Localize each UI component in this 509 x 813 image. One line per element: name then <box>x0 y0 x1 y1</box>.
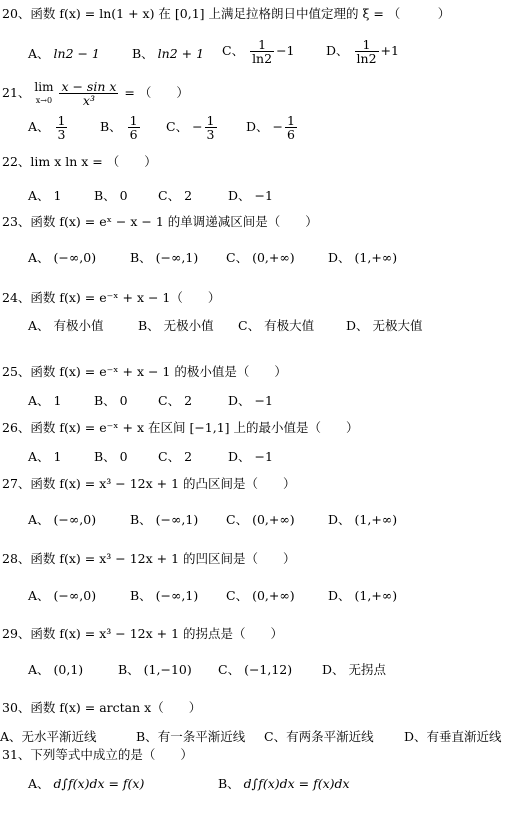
option-a: A、 1 <box>28 393 62 408</box>
question-number: 27、 <box>2 476 31 491</box>
question-text: 函数 f(x) = e⁻ˣ + x 在区间 [−1,1] 上的最小值是（ ） <box>30 420 359 435</box>
question-text: 函数 f(x) = x³ − 12x + 1 的凸区间是（ ） <box>30 476 296 491</box>
option-a: A、 (−∞,0) <box>28 250 97 265</box>
question-number: 28、 <box>2 551 31 566</box>
option-c: C、 (−1,12) <box>218 662 293 677</box>
question-28-stem <box>2 551 296 567</box>
option-b: B、 d∫f(x)dx = f(x)dx <box>218 776 350 791</box>
question-31-stem <box>2 747 193 763</box>
fraction: $\frac{1}{\ln 2}$ <box>252 37 273 66</box>
question-number: 21、 <box>2 85 31 100</box>
option-c: C、 $\frac{1}{\ln 2}$ −1 <box>222 37 295 66</box>
option-b: B、 0 <box>94 449 128 464</box>
question-21-stem: 21、 lim x→0 $\frac{\text{x − sin x}}{\text{x³}}$ = （ ） <box>2 79 189 108</box>
option-a: A、 (−∞,0) <box>28 588 97 603</box>
fraction: $\frac{1}{6}$ <box>287 113 295 142</box>
option-b: B、 (−∞,1) <box>130 250 199 265</box>
option-b: B、 0 <box>94 393 128 408</box>
option-b: B、 (−∞,1) <box>130 588 199 603</box>
option-d: D、 无极大值 <box>346 318 423 333</box>
option-b: B、 0 <box>94 188 128 203</box>
question-text: 函数 f(x) = x³ − 12x + 1 的拐点是（ ） <box>30 626 284 641</box>
question-number: 20、 <box>2 6 31 21</box>
option-b: B、 无极小值 <box>138 318 214 333</box>
question-30-stem <box>2 700 201 716</box>
question-number: 31、 <box>2 747 31 762</box>
option-d: D、 无拐点 <box>322 662 387 677</box>
question-26-stem <box>2 420 359 436</box>
question-27-stem <box>2 476 296 492</box>
option-d: D、 −1 <box>228 393 273 408</box>
question-text: 函数 f(x) = e⁻ˣ + x − 1（ ） <box>30 290 221 305</box>
option-c: C、 2 <box>158 393 193 408</box>
option-c: C、 (0,+∞) <box>226 512 295 527</box>
question-text: 函数 f(x) = eˣ − x − 1 的单调递减区间是（ ） <box>30 214 318 229</box>
option-c: C、 2 <box>158 449 193 464</box>
question-23-stem <box>2 214 318 230</box>
option-d: D、 −1 <box>228 449 273 464</box>
question-24-stem <box>2 290 220 306</box>
option-a: A、 (0,1) <box>28 662 84 677</box>
option-a: A、 (−∞,0) <box>28 512 97 527</box>
question-number: 30、 <box>2 700 31 715</box>
option-c: C、有两条平渐近线 <box>264 729 374 744</box>
option-d: D、 (1,+∞) <box>328 588 398 603</box>
question-number: 22、 <box>2 154 31 169</box>
option-d: D、 (1,+∞) <box>328 512 398 527</box>
option-a: A、 有极小值 <box>28 318 104 333</box>
question-22-stem <box>2 154 157 170</box>
question-number: 25、 <box>2 364 31 379</box>
option-b: B、 $\frac{1}{6}$ <box>100 113 138 142</box>
option-d: D、 $\frac{1}{\ln 2}$ +1 <box>326 37 399 66</box>
option-a: A、 d∫f(x)dx = f(x) <box>28 776 145 791</box>
question-number: 26、 <box>2 420 31 435</box>
option-a: A、无水平渐近线 <box>0 729 97 744</box>
option-c: C、 有极大值 <box>238 318 315 333</box>
question-29-stem <box>2 626 283 642</box>
fraction: $\frac{1}{3}$ <box>57 113 66 142</box>
option-c: C、 − $\frac{1}{3}$ <box>166 113 215 142</box>
option-d: D、 (1,+∞) <box>328 250 398 265</box>
option-d: D、 −1 <box>228 188 273 203</box>
option-a: A、 1 <box>28 188 62 203</box>
option-c: C、 2 <box>158 188 193 203</box>
option-a: A、 1 <box>28 449 62 464</box>
option-a: A、 $\frac{1}{3}$ <box>28 113 66 142</box>
option-b: B、 (−∞,1) <box>130 512 199 527</box>
question-text: 下列等式中成立的是（ ） <box>30 747 193 762</box>
limit-operator: lim x→0 <box>34 79 54 105</box>
question-text: 函数 f(x) = e⁻ˣ + x − 1 的极小值是（ ） <box>30 364 287 379</box>
question-20-stem <box>2 6 450 22</box>
fraction: $\frac{1}{3}$ <box>206 113 215 142</box>
option-d: D、 − $\frac{1}{6}$ <box>246 113 295 142</box>
option-b: B、 ln2 + 1 <box>132 46 205 61</box>
fraction: $\frac{1}{\ln 2}$ <box>356 37 377 66</box>
question-number: 24、 <box>2 290 31 305</box>
question-text: 函数 f(x) = x³ − 12x + 1 的凹区间是（ ） <box>30 551 296 566</box>
question-number: 29、 <box>2 626 31 641</box>
option-c: C、 (0,+∞) <box>226 250 295 265</box>
option-a: A、 ln2 − 1 <box>28 46 100 61</box>
question-text: lim x ln x = （ ） <box>30 154 157 169</box>
option-b: B、有一条平渐近线 <box>136 729 246 744</box>
question-25-stem <box>2 364 287 380</box>
fraction: $\frac{\text{x − sin x}}{\text{x³}}$ <box>61 79 117 108</box>
question-number: 23、 <box>2 214 31 229</box>
option-c: C、 (0,+∞) <box>226 588 295 603</box>
option-b: B、 (1,−10) <box>118 662 192 677</box>
question-text: 函数 f(x) = arctan x（ ） <box>30 700 202 715</box>
fraction: $\frac{1}{6}$ <box>129 113 138 142</box>
question-text: 函数 f(x) = ln(1 + x) 在 [0,1] 上满足拉格朗日中值定理的 ξ = （ ） <box>30 6 451 21</box>
option-d: D、有垂直渐近线 <box>404 729 502 744</box>
